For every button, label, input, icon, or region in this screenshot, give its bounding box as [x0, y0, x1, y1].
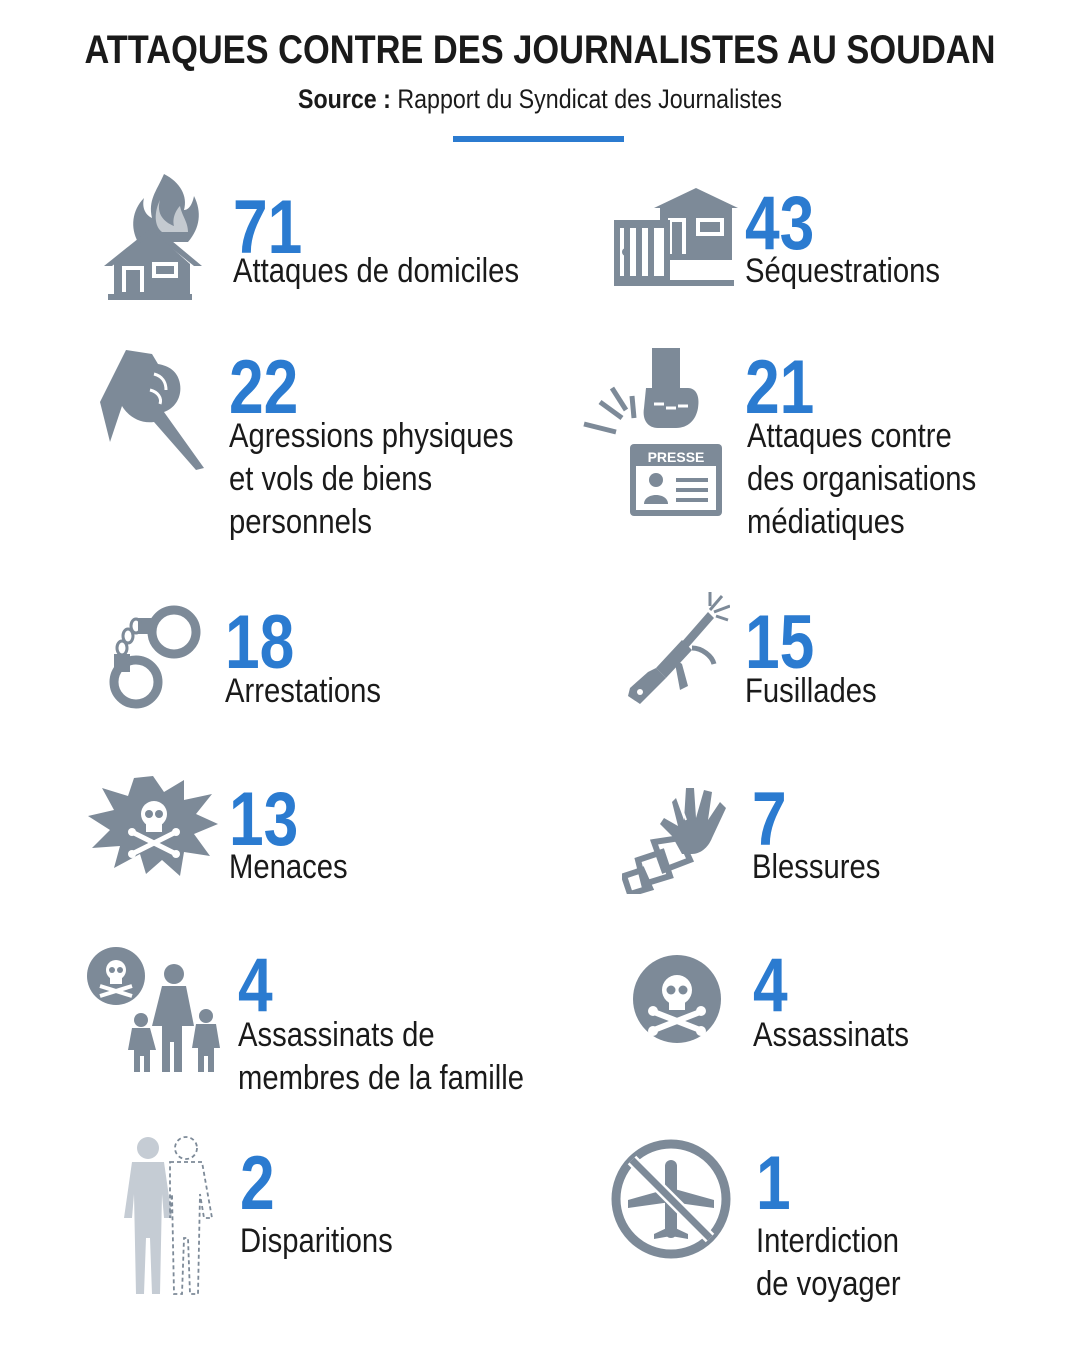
stat-value-disappearances: 2	[240, 1141, 275, 1226]
stat-value-family-killings: 4	[238, 943, 273, 1028]
handcuffs-icon	[106, 604, 202, 710]
jail-house-icon	[614, 186, 738, 286]
stat-label-home-attacks: Attaques de domiciles	[233, 252, 520, 290]
stat-value-travel-ban: 1	[756, 1141, 791, 1226]
bandaged-hand-icon	[622, 780, 736, 894]
stat-label-assaults: Agressions physiques et vols de biens personnels	[229, 417, 514, 541]
stat-label-kidnappings: Séquestrations	[745, 252, 941, 290]
stat-value-media-attacks: 21	[745, 345, 815, 430]
skull-crossbones-icon	[632, 954, 722, 1044]
source-label: Source :	[297, 84, 391, 114]
knife-hand-icon	[100, 350, 208, 472]
stat-label-travel-ban: Interdiction de voyager	[756, 1222, 901, 1303]
stat-label-shootings: Fusillades	[745, 672, 877, 710]
stat-label-disappearances: Disparitions	[240, 1222, 393, 1260]
stat-value-killings: 4	[753, 943, 788, 1028]
stat-label-killings: Assassinats	[753, 1016, 910, 1054]
stat-value-threats: 13	[229, 777, 299, 862]
burning-house-icon	[104, 170, 202, 302]
stat-label-injuries: Blessures	[752, 848, 881, 886]
stat-value-arrests: 18	[225, 600, 295, 685]
stat-value-assaults: 22	[229, 345, 299, 430]
press-card-text: PRESSE	[647, 449, 705, 465]
stat-label-media-attacks: Attaques contre des organisations médiatiques	[747, 417, 977, 541]
stat-label-family-killings: Assassinats de membres de la famille	[238, 1016, 525, 1097]
source-text: Rapport du Syndicat des Journalistes	[390, 84, 782, 114]
family-skull-icon	[86, 946, 222, 1078]
stat-value-injuries: 7	[752, 777, 787, 862]
source-line	[76, 84, 1005, 115]
stat-label-arrests: Arrestations	[225, 672, 382, 710]
skull-burst-icon	[88, 776, 218, 876]
stat-label-threats: Menaces	[229, 848, 348, 886]
stat-value-home-attacks: 71	[233, 185, 303, 270]
rifle-icon	[626, 592, 730, 708]
title-divider	[453, 136, 624, 142]
press-card-fist-icon	[580, 348, 722, 518]
missing-person-icon	[120, 1134, 216, 1298]
stat-value-shootings: 15	[745, 600, 815, 685]
page-title: ATTAQUES CONTRE DES JOURNALISTES AU SOUDAN	[84, 28, 996, 72]
stat-value-kidnappings: 43	[745, 181, 815, 266]
no-flight-icon	[610, 1138, 732, 1260]
